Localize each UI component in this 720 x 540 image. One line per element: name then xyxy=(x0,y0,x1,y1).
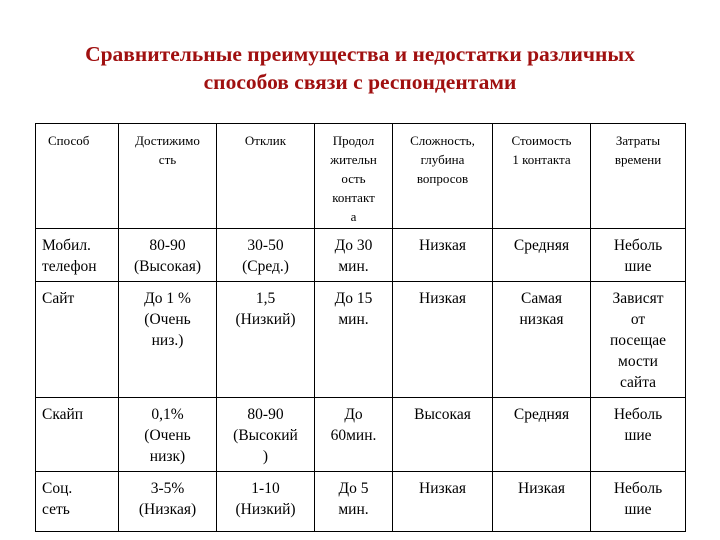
table-cell: 80-90 (Высокий ) xyxy=(217,398,315,472)
table-cell: Низкая xyxy=(393,282,493,398)
table-cell: 80-90 (Высокая) xyxy=(119,229,217,282)
table-cell: Высокая xyxy=(393,398,493,472)
table-cell: До 5 мин. xyxy=(315,472,393,532)
header-duration: Продол жительн ость контакт а xyxy=(315,124,393,229)
header-reachability: Достижимо сть xyxy=(119,124,217,229)
title-line-2: способов связи с респондентами xyxy=(203,70,517,94)
header-row xyxy=(36,124,686,229)
table-row xyxy=(36,472,686,532)
table-row xyxy=(36,282,686,398)
table-cell: Низкая xyxy=(393,229,493,282)
table-cell: Зависят от посещае мости сайта xyxy=(591,282,686,398)
table-cell: Соц. сеть xyxy=(36,472,119,532)
table-cell: До 60мин. xyxy=(315,398,393,472)
table-cell: До 1 % (Очень низ.) xyxy=(119,282,217,398)
table-cell: Неболь шие xyxy=(591,229,686,282)
table-cell: Неболь шие xyxy=(591,472,686,532)
table-cell: 3-5% (Низкая) xyxy=(119,472,217,532)
table-cell: Низкая xyxy=(493,472,591,532)
header-method: Способ xyxy=(36,124,119,229)
table-cell: Сайт xyxy=(36,282,119,398)
header-cost: Стоимость 1 контакта xyxy=(493,124,591,229)
table-cell: 1,5 (Низкий) xyxy=(217,282,315,398)
table-cell: Скайп xyxy=(36,398,119,472)
table-cell: До 30 мин. xyxy=(315,229,393,282)
table-row xyxy=(36,398,686,472)
table-cell: До 15 мин. xyxy=(315,282,393,398)
table-cell: Средняя xyxy=(493,398,591,472)
table-row xyxy=(36,229,686,282)
header-time: Затраты времени xyxy=(591,124,686,229)
table-cell: Неболь шие xyxy=(591,398,686,472)
slide-title xyxy=(40,40,680,96)
table-cell: Средняя xyxy=(493,229,591,282)
table-cell: 1-10 (Низкий) xyxy=(217,472,315,532)
title-line-1: Сравнительные преимущества и недостатки различных xyxy=(85,42,635,66)
header-response: Отклик xyxy=(217,124,315,229)
table-cell: 30-50 (Сред.) xyxy=(217,229,315,282)
table-cell: Низкая xyxy=(393,472,493,532)
table-cell: 0,1% (Очень низк) xyxy=(119,398,217,472)
header-complexity: Сложность, глубина вопросов xyxy=(393,124,493,229)
table-cell: Мобил. телефон xyxy=(36,229,119,282)
table-cell: Самая низкая xyxy=(493,282,591,398)
comparison-table xyxy=(35,123,686,532)
